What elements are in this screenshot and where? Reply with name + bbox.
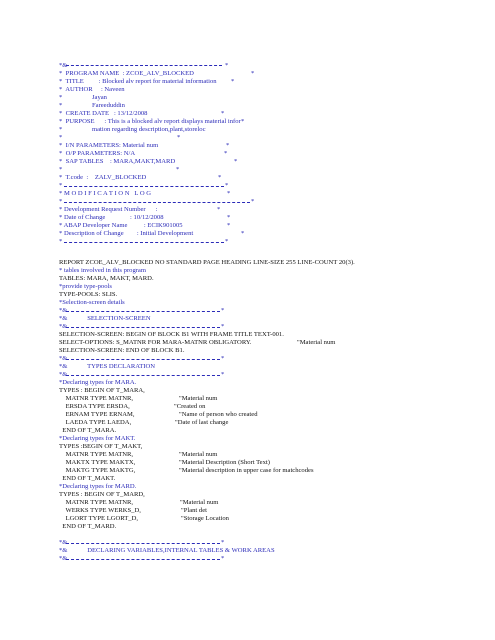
author-line: * AUTHOR : Naveen <box>59 86 125 93</box>
mara-ersda-field: ERSDA TYPE ERSDA, <box>59 403 130 410</box>
types-mara-end: END OF T_MARA. <box>59 427 117 434</box>
mara-laeda-field: LAEDA TYPE LAEDA, <box>59 419 132 426</box>
header-top-rule <box>66 65 222 66</box>
box-edge-star: * <box>217 206 221 213</box>
header-top-rule-start: *& <box>59 62 68 69</box>
declaring-mara-comment: *Declaring types for MARA. <box>59 379 137 386</box>
date-of-change-line: * Date of Change : 10/12/2008 <box>59 214 164 221</box>
section-rule-start: *& <box>59 371 68 378</box>
abap-developer-line: * ABAP Developer Name : ECIK901005 <box>59 222 183 229</box>
box-edge-star: * <box>227 222 231 229</box>
tcode-line: * T.code : ZALV_BLOCKED <box>59 174 147 181</box>
box-edge-star: * <box>177 134 181 141</box>
box-edge-star: * <box>218 174 222 181</box>
section-rule-start: *& <box>59 307 68 314</box>
types-mard-begin: TYPES : BEGIN OF T_MARD, <box>59 491 145 498</box>
section-rule <box>66 327 220 328</box>
report-statement: REPORT ZCOE_ALV_BLOCKED NO STANDARD PAGE HEADING LINE-SIZE 255 LINE-COUNT 20(3). <box>59 259 355 266</box>
header-bottom-rule-start: * <box>59 182 63 189</box>
mara-ersda-comment: "Created on <box>174 403 206 410</box>
header-bottom-rule <box>64 186 224 187</box>
section-rule <box>66 375 220 376</box>
types-mard-end: END OF T_MARD. <box>59 523 117 530</box>
tables-comment: * tables involved in this program <box>59 267 146 274</box>
section-rule-end: * <box>221 323 225 330</box>
box-edge-star: * <box>221 110 225 117</box>
dev-request-line: * Development Request Number : <box>59 206 158 213</box>
section-rule <box>66 543 220 544</box>
mard-lgort-field: LGORT TYPE LGORT_D, <box>59 515 139 522</box>
mara-matnr-comment: "Material num <box>179 395 218 402</box>
create-date-line: * CREATE DATE : 13/12/2008 <box>59 110 148 117</box>
box-edge-star: * <box>241 230 245 237</box>
section-rule-start: *& <box>59 323 68 330</box>
modlog-bottom-rule <box>64 242 224 243</box>
header-bottom-rule-end: * <box>225 182 229 189</box>
makt-maktx-field: MAKTX TYPE MAKTX, <box>59 459 136 466</box>
box-edge-star: * <box>227 190 231 197</box>
blank-comment: * <box>59 166 63 173</box>
selection-screen-end: SELECTION-SCREEN: END OF BLOCK B1. <box>59 347 185 354</box>
section-rule-end: * <box>221 555 225 562</box>
mara-matnr-field: MATNR TYPE MATNR, <box>59 395 134 402</box>
mard-lgort-comment: "Storage Location <box>181 515 229 522</box>
modlog-bottom-rule-end: * <box>225 238 229 245</box>
selection-screen-comment: *Selection-screen details <box>59 299 125 306</box>
blank-comment: * <box>59 134 63 141</box>
makt-matnr-comment: "Material num <box>179 451 218 458</box>
makt-matnr-field: MATNR TYPE MATNR, <box>59 451 134 458</box>
declaring-mard-comment: *Declaring types for MARD. <box>59 483 137 490</box>
selection-screen-begin: SELECTION-SCREEN: BEGIN OF BLOCK B1 WITH FRAME TITLE TEXT-001. <box>59 331 284 338</box>
section-rule-start: *& <box>59 355 68 362</box>
box-edge-star: * <box>231 78 235 85</box>
section-rule-end: * <box>221 355 225 362</box>
types-mara-begin: TYPES : BEGIN OF T_MARA, <box>59 387 145 394</box>
mard-matnr-field: MATNR TYPE MATNR, <box>59 499 134 506</box>
types-makt-begin: TYPES :BEGIN OF T_MAKT, <box>59 443 143 450</box>
mard-matnr-comment: "Material num <box>180 499 219 506</box>
description-of-change-line: * Description of Change : Initial Development <box>59 230 194 237</box>
type-pools-comment: *provide type-pools <box>59 283 112 290</box>
box-edge-star: * <box>251 70 255 77</box>
box-edge-star: * <box>227 214 231 221</box>
in-params-line: * I/N PARAMETERS: Material num <box>59 142 159 149</box>
types-makt-end: END OF T_MAKT. <box>59 475 116 482</box>
modlog-rule-end: * <box>251 198 255 205</box>
section-rule-end: * <box>221 307 225 314</box>
purpose-line: * PURPOSE : This is a blocked alv report displays material infor <box>59 118 241 125</box>
mard-werks-field: WERKS TYPE WERKS_D, <box>59 507 141 514</box>
box-edge-star: * <box>176 166 180 173</box>
select-options-statement: SELECT-OPTIONS: S_MATNR FOR MARA-MATNR OBLIGATORY. <box>59 339 252 346</box>
declaring-makt-comment: *Declaring types for MAKT. <box>59 435 136 442</box>
section-rule-end: * <box>221 539 225 546</box>
section-rule-end: * <box>221 371 225 378</box>
box-edge-star: * <box>241 118 245 125</box>
selection-screen-section-title: *& SELECTION-SCREEN <box>59 315 151 322</box>
makt-maktg-comment: "Material description in upper case for matchcodes <box>179 467 314 474</box>
makt-maktg-field: MAKTG TYPE MAKTG, <box>59 467 136 474</box>
title-line: * TITLE : Blocked alv report for material information <box>59 78 217 85</box>
header-top-rule-end: * <box>225 62 229 69</box>
section-rule-start: *& <box>59 539 68 546</box>
box-edge-star: * <box>234 158 238 165</box>
makt-maktx-comment: "Material Description (Short Text) <box>179 459 270 466</box>
author-line-2: * Jayan <box>59 94 107 101</box>
section-rule <box>66 311 220 312</box>
mara-laeda-comment: "Date of last change <box>175 419 229 426</box>
out-params-line: * O/P PARAMETERS: N/A <box>59 150 136 157</box>
sap-tables-line: * SAP TABLES : MARA,MAKT,MARD <box>59 158 176 165</box>
box-edge-star: * <box>226 142 230 149</box>
modlog-bottom-rule-start: * <box>59 238 63 245</box>
mard-werks-comment: "Plant det <box>181 507 207 514</box>
tables-statement: TABLES: MARA, MAKT, MARD. <box>59 275 154 282</box>
author-line-3: * Fareeduddin <box>59 102 125 109</box>
types-declaration-section-title: *& TYPES DECLARATION <box>59 363 156 370</box>
box-edge-star: * <box>224 150 228 157</box>
modification-log-title: * M O D I F I C A T I O N L O G <box>59 190 152 197</box>
modlog-rule <box>64 202 250 203</box>
select-options-comment: "Material num <box>297 339 336 346</box>
section-rule-start: *& <box>59 555 68 562</box>
section-rule <box>66 359 220 360</box>
mara-ernam-field: ERNAM TYPE ERNAM, <box>59 411 135 418</box>
type-pools-statement: TYPE-POOLS: SLIS. <box>59 291 118 298</box>
mara-ernam-comment: "Name of person who created <box>179 411 258 418</box>
program-name-line: * PROGRAM NAME : ZCOE_ALV_BLOCKED <box>59 70 194 77</box>
declaring-variables-section-title: *& DECLARING VARIABLES,INTERNAL TABLES & WORK AREAS <box>59 547 275 554</box>
purpose-line-2: * mation regarding description,plant,storeloc <box>59 126 206 133</box>
section-rule <box>66 559 220 560</box>
modlog-rule-start: * <box>59 198 63 205</box>
